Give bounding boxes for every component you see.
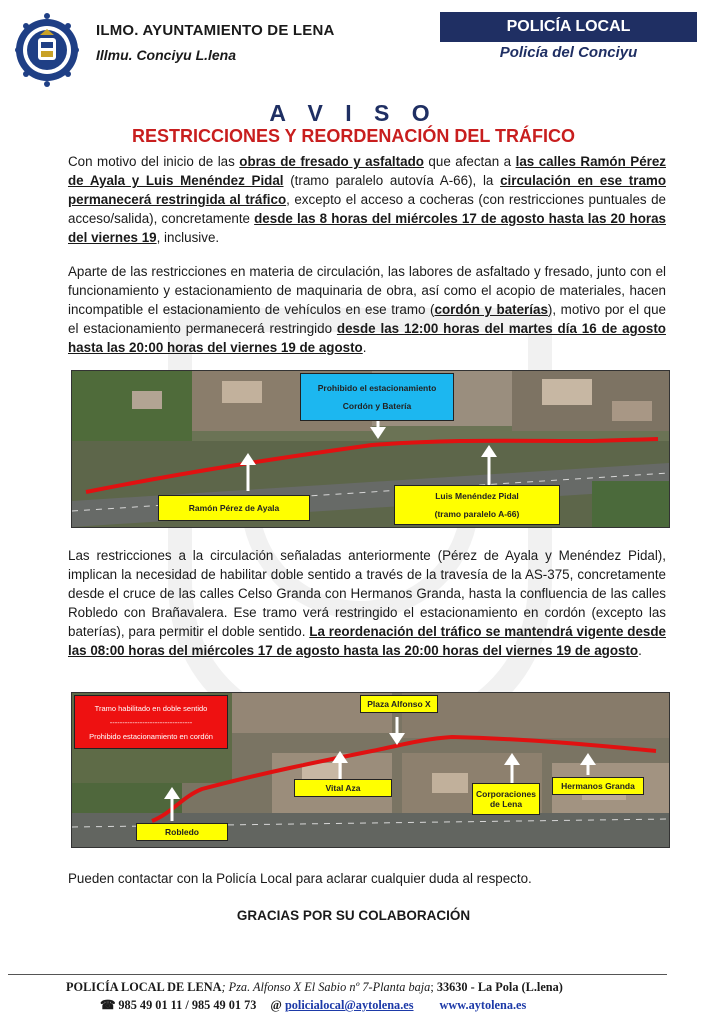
municipal-seal-icon <box>14 8 80 92</box>
organization-name-asturian: Illmu. Conciyu L.lena <box>96 47 237 63</box>
notice-subtitle: RESTRICCIONES Y REORDENACIÓN DEL TRÁFICO <box>131 126 576 146</box>
paragraph-two-way: Las restricciones a la circulación señaladas anteriormente (Pérez de Ayala y Menéndez Pidal), implican la necesidad de habilitar doble sentido a través de la travesía de la AS-375, concretamente desde el cruce de las calles Celso Granda con Hermanos Granda, hasta la confluencia de las calles Robledo con Brañavalera. Ese tramo verá restringido el estacionamiento en cordón (excepto las baterías), para permitir el doble sentido. La reordenación del tráfico se mantendrá vigente desde las 08:00 horas del miércoles 17 de agosto hasta las 20:00 horas del viernes 19 de agosto. <box>68 548 666 658</box>
map2-two-way-box <box>74 695 228 749</box>
paragraph-parking: Aparte de las restricciones en materia de circulación, las labores de asfaltado y fresado, junto con el funcionamiento y estacionamiento de maquinaria de obra, así como el acopio de materiales, hacen incompatible el estacionamiento de vehículos en ese tramo (cordón y baterías), motivo por el que el estacionamiento permanecerá restringido desde las 12:00 horas del martes día 16 de agosto hasta las 20:00 horas del viernes 19 de agosto. <box>68 264 667 355</box>
map2-box-line2: --------------------------------- <box>109 717 193 727</box>
map1-label-ramon-perez-de-ayala <box>158 495 310 521</box>
footer-postal: 33630 - La Pola (L.lena) <box>436 980 563 994</box>
footer-street: ; Pza. Alfonso X El Sabio nº 7-Planta baja <box>221 980 431 994</box>
map2-label-vital-aza <box>294 779 392 797</box>
map1-label-right-line2: (tramo paralelo A-66) <box>434 509 520 519</box>
paragraph-works: Con motivo del inicio de las obras de fresado y asfaltado que afectan a las calles Ramón Pérez de Ayala y Luis Menéndez Pidal (tramo paralelo autovía A-66), la circulación en ese tramo permanecerá restringida al tráfico, excepto el acceso a cocheras (con restricciones puntuales de acceso/salida), concretamente desde las 8 horas del miércoles 17 de agosto hasta las 20 horas del viernes 19, inclusive. <box>68 154 667 245</box>
footer-website-link[interactable]: www.aytolena.es <box>439 998 527 1012</box>
footer-contact <box>100 998 526 1013</box>
footer-email-link[interactable]: policialocal@aytolena.es <box>284 998 414 1012</box>
footer-address: POLICÍA LOCAL DE LENA; Pza. Alfonso X El Sabio nº 7-Planta baja; 33630 - La Pola (L.lena) <box>66 980 563 994</box>
footer-name: POLICÍA LOCAL DE LENA <box>66 980 222 994</box>
contact-text: Pueden contactar con la Policía Local para aclarar cualquier duda al respecto. <box>68 871 532 886</box>
map1-label-luis-menendez-pidal <box>394 485 560 525</box>
map2-label-hermanos-granda <box>552 777 644 795</box>
phone-icon: ☎ <box>100 998 119 1012</box>
organization-name: ILMO. AYUNTAMIENTO DE LENA <box>96 22 335 39</box>
footer-phones: 985 49 01 11 / 985 49 01 73 <box>118 998 257 1012</box>
map2-hermanos-text: Hermanos Granda <box>561 781 635 791</box>
map2-box-line1: Tramo habilitado en doble sentido <box>94 703 208 713</box>
at-icon: @ <box>270 998 285 1012</box>
map1-box-line2: Cordón y Batería <box>342 401 412 411</box>
thanks-text: GRACIAS POR SU COLABORACIÓN <box>236 908 471 923</box>
map2-label-plaza-alfonso-x <box>360 695 438 713</box>
notice-title: A V I S O <box>269 100 438 126</box>
map1-label-right-line1: Luis Menéndez Pidal <box>435 491 519 501</box>
map1-prohibited-parking-box <box>300 373 454 421</box>
map2-plaza-text: Plaza Alfonso X <box>367 699 431 709</box>
police-subtitle: Policía del Conciyu <box>499 44 638 61</box>
map2-box-line3: Prohibido estacionamiento en cordón <box>89 731 213 741</box>
map-two-way-section <box>71 692 670 848</box>
map2-corp-line1: Corporaciones <box>476 789 536 799</box>
police-banner: POLICÍA LOCAL <box>440 12 697 42</box>
map2-robledo-text: Robledo <box>165 827 199 837</box>
map2-label-robledo <box>136 823 228 841</box>
map1-label-left-text: Ramón Pérez de Ayala <box>188 503 280 513</box>
map2-corp-line2: de Lena <box>489 799 523 809</box>
map2-vital-text: Vital Aza <box>325 783 361 793</box>
map1-box-line1: Prohibido el estacionamiento <box>317 383 437 393</box>
footer-divider <box>8 974 667 975</box>
map-restricted-section <box>71 370 670 528</box>
map2-label-corporaciones <box>472 783 540 815</box>
